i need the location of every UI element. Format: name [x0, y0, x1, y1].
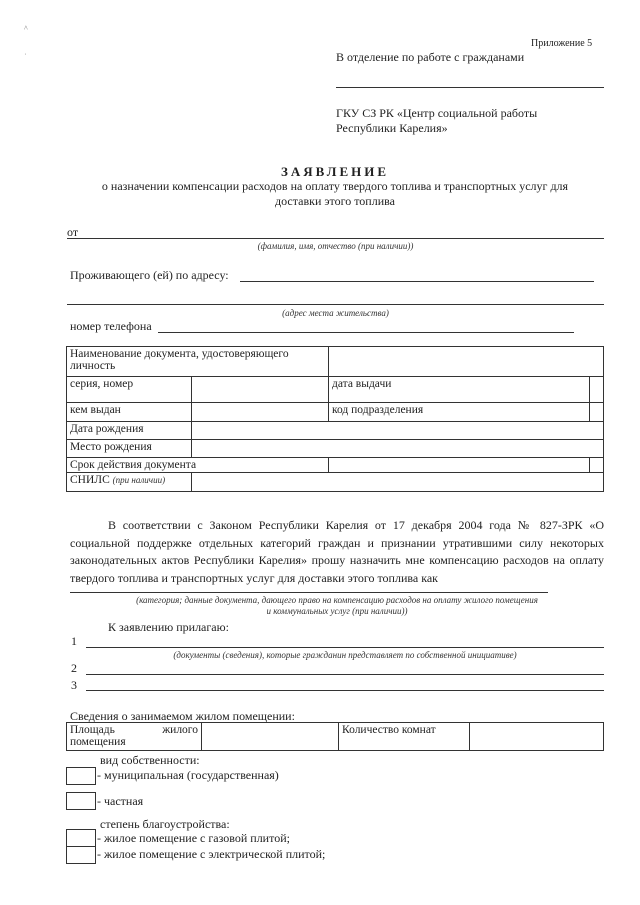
rooms-label: Количество комнат [339, 723, 470, 751]
issue-date-value[interactable] [590, 377, 604, 403]
attachment-number-3: 3 [71, 678, 77, 692]
recipient-org-line1: ГКУ СЗ РК «Центр социальной работы [336, 106, 538, 120]
ownership-private-label: - частная [97, 794, 144, 808]
issued-by-label: кем выдан [67, 403, 192, 422]
recipient-line[interactable] [336, 87, 604, 88]
attachment-field-3[interactable] [86, 690, 604, 691]
issue-date-label: дата выдачи [329, 377, 590, 403]
attachment-field-1[interactable] [86, 647, 604, 648]
attachment-number-1: 1 [71, 634, 77, 648]
comfort-electric-label: - жилое помещение с электрической плитой; [97, 847, 326, 861]
dept-code-label: код подразделения [329, 403, 590, 422]
doc-name-label: Наименование документа, удостоверяющего личность [67, 347, 329, 377]
issued-by-value[interactable] [192, 403, 329, 422]
scan-mark: ^ [24, 24, 28, 33]
series-label: серия, номер [67, 377, 192, 403]
ownership-municipal-label: - муниципальная (государственная) [97, 768, 279, 782]
birth-date-label: Дата рождения [67, 422, 192, 440]
birth-place-value[interactable] [192, 440, 604, 458]
area-label-cell [67, 723, 202, 751]
category-hint-line1: (категория; данные документа, дающего право на компенсацию расходов на оплату жилого помещения [136, 595, 538, 605]
appendix-label: Приложение 5 [531, 38, 593, 49]
area-label-part2: жилого [162, 724, 198, 736]
attachments-hint: (документы (сведения), которые гражданин представляет по собственной инициативе) [173, 650, 517, 660]
name-hint: (фамилия, имя, отчество (при наличии)) [257, 241, 414, 251]
applicant-name-field[interactable] [67, 238, 604, 239]
recipient-department: В отделение по работе с гражданами [336, 50, 525, 64]
area-label-part1: Площадь [70, 724, 115, 736]
address-field-line2[interactable] [67, 304, 604, 305]
comfort-gas-label: - жилое помещение с газовой плитой; [97, 831, 290, 845]
recipient-org-line2: Республики Карелия» [336, 121, 448, 135]
area-value[interactable] [202, 723, 339, 751]
attachment-field-2[interactable] [86, 674, 604, 675]
area-label-part3: помещения [70, 736, 126, 748]
attachment-number-2: 2 [71, 661, 77, 675]
snils-label-cell [67, 473, 192, 492]
id-document-table [66, 346, 604, 492]
birth-place-label: Место рождения [67, 440, 192, 458]
housing-label: Сведения о занимаемом жилом помещении: [70, 709, 295, 723]
birth-date-value[interactable] [192, 422, 604, 440]
validity-label: Срок действия документа [67, 458, 329, 473]
snils-value[interactable] [192, 473, 604, 492]
document-subtitle-line1: о назначении компенсации расходов на оплату твердого топлива и транспортных услуг для [101, 179, 569, 193]
snils-label: СНИЛС [70, 474, 110, 486]
statement-text: В соответствии с Законом Республики Карелия от 17 декабря 2004 года № 827-ЗРК «О социальной поддержке отдельных категорий граждан и признании утратившими силу некоторых законодательных актов Республики Карелия» прошу назначить мне компенсацию расходов на оплату твердого топлива и транспортных услуг для доставки этого топлива как [70, 518, 604, 585]
ownership-private-checkbox[interactable] [66, 792, 96, 810]
dept-code-value[interactable] [590, 403, 604, 422]
rooms-value[interactable] [470, 723, 604, 751]
phone-field[interactable] [158, 332, 574, 333]
area-label-row [70, 724, 198, 736]
ownership-label: вид собственности: [100, 753, 200, 767]
validity-value-to[interactable] [590, 458, 604, 473]
comfort-label: степень благоустройства: [100, 817, 230, 831]
attachments-label: К заявлению прилагаю: [108, 620, 229, 634]
snils-hint: (при наличии) [112, 475, 166, 485]
ownership-municipal-checkbox[interactable] [66, 767, 96, 785]
comfort-gas-checkbox[interactable] [66, 829, 96, 847]
phone-label: номер телефона [70, 319, 152, 333]
housing-table [66, 722, 604, 751]
from-label: от [67, 225, 79, 239]
doc-name-value[interactable] [329, 347, 604, 377]
comfort-electric-checkbox[interactable] [66, 846, 96, 864]
category-field[interactable] [70, 592, 548, 593]
category-hint-line2: и коммунальных услуг (при наличии)) [266, 606, 408, 616]
scan-mark: ˙ [24, 52, 27, 61]
address-field[interactable] [240, 281, 594, 282]
document-subtitle-line2: доставки этого топлива [275, 194, 395, 208]
address-hint: (адрес места жительства) [282, 308, 389, 318]
address-label: Проживающего (ей) по адресу: [70, 268, 229, 282]
statement-paragraph [70, 517, 604, 587]
document-title: ЗАЯВЛЕНИЕ [280, 164, 390, 179]
series-value[interactable] [192, 377, 329, 403]
validity-value-from[interactable] [329, 458, 590, 473]
